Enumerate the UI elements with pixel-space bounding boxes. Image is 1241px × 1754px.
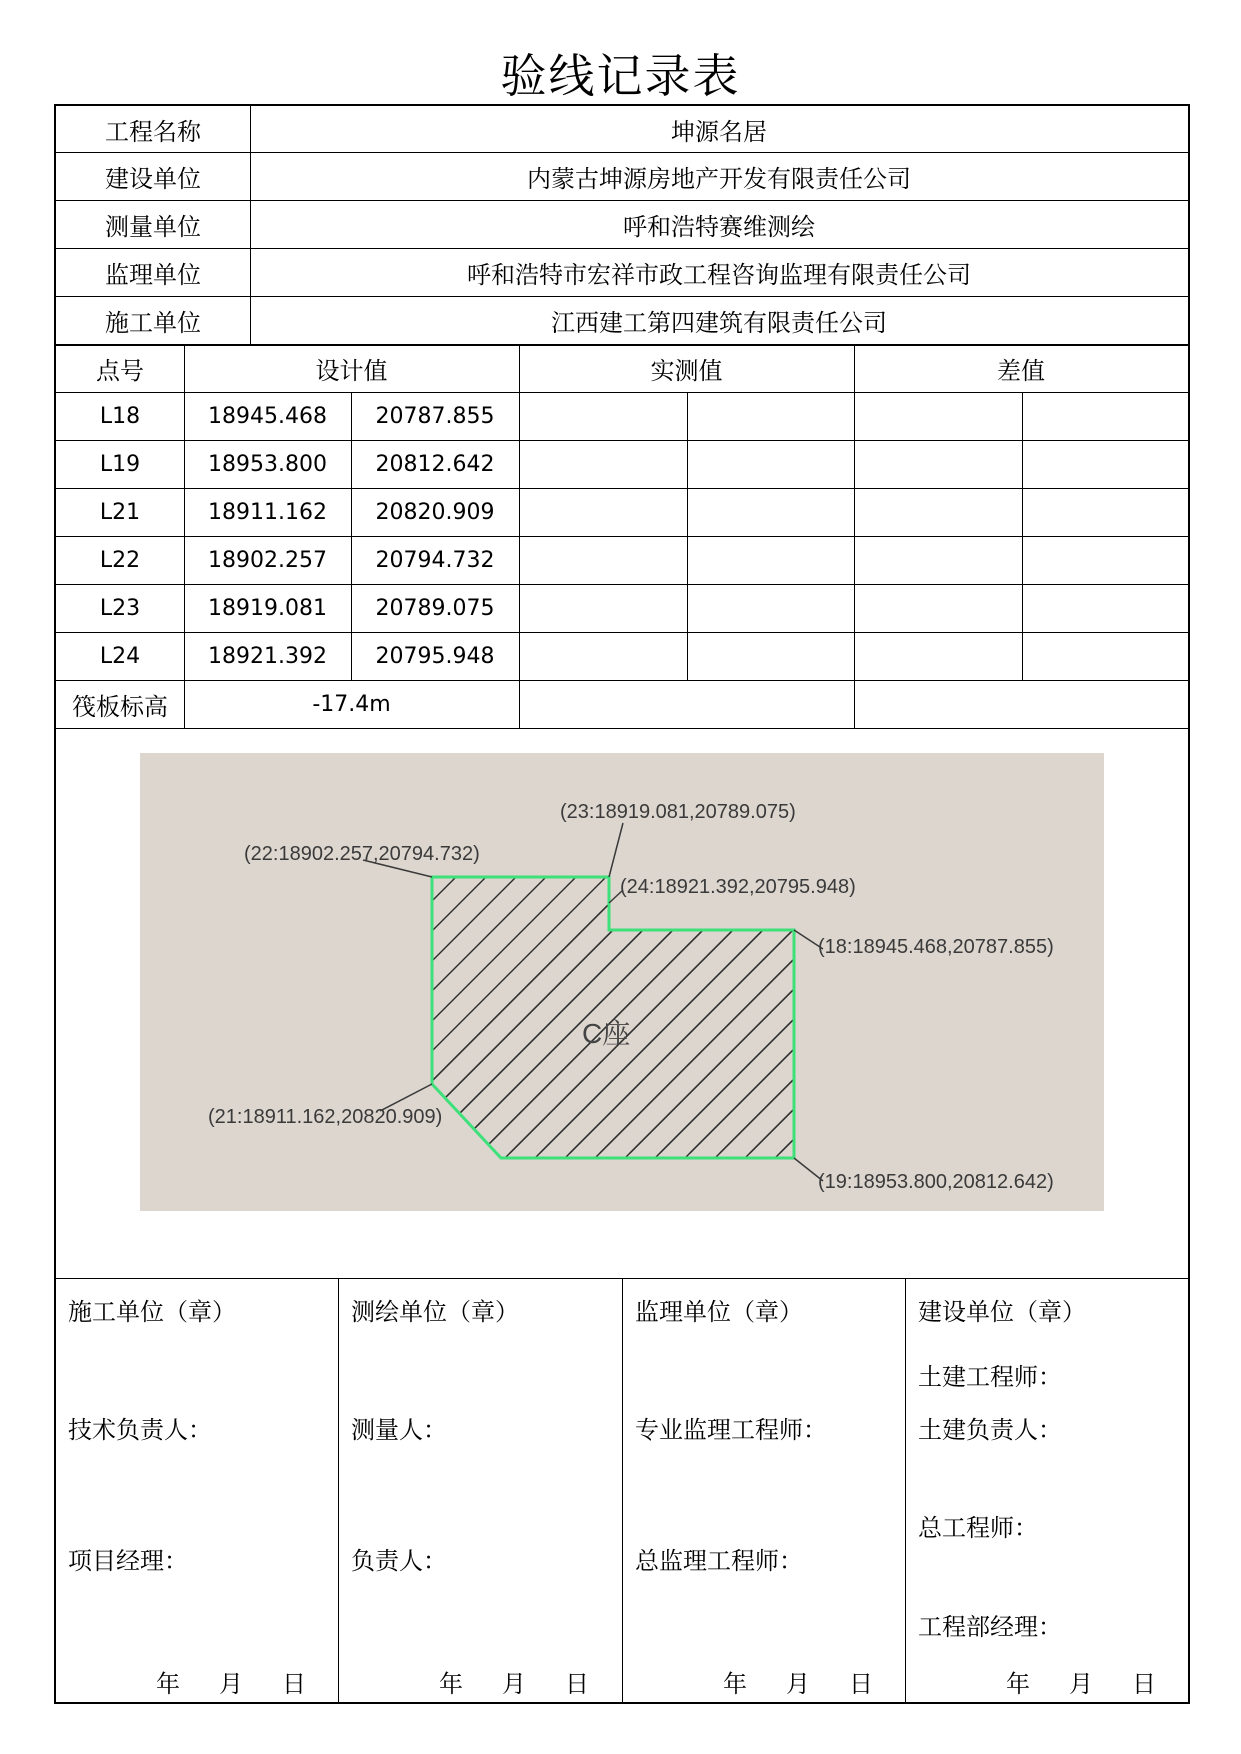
- col-divider: [519, 344, 520, 728]
- point-id: L23: [99, 595, 141, 621]
- date-day: 日: [565, 1670, 589, 1698]
- sig-chief-engineer: 总工程师：: [918, 1514, 1038, 1542]
- date-day: 日: [282, 1670, 306, 1698]
- point-label-21: (21:18911.162,20820.909): [208, 1106, 443, 1128]
- date-month: 月: [786, 1670, 810, 1698]
- survey-unit-label: 测量单位: [105, 212, 201, 241]
- sig-chief-supervisor: 总监理工程师：: [635, 1547, 803, 1575]
- date-year: 年: [723, 1670, 747, 1698]
- point-label-22: (22:18902.257,20794.732): [244, 843, 480, 865]
- design-x: 18919.081: [208, 595, 327, 621]
- design-y: 20787.855: [375, 403, 495, 429]
- sig-owner-unit: 建设单位（章）: [918, 1298, 1086, 1326]
- building-label: C座: [582, 1018, 631, 1049]
- owner-unit-value: 内蒙古坤源房地产开发有限责任公司: [527, 164, 911, 193]
- supervision-unit-label: 监理单位: [105, 260, 201, 289]
- date-month: 月: [502, 1670, 526, 1698]
- date-month: 月: [219, 1670, 243, 1698]
- header-measured: 实测值: [650, 356, 723, 385]
- header-design: 设计值: [315, 356, 388, 385]
- elevation-value: -17.4m: [312, 691, 391, 717]
- header-point: 点号: [96, 356, 144, 385]
- point-id: L24: [99, 643, 141, 669]
- header-diff: 差值: [997, 356, 1045, 385]
- date-month: 月: [1069, 1670, 1093, 1698]
- date-day: 日: [849, 1670, 873, 1698]
- point-label-18: (18:18945.468,20787.855): [818, 936, 1054, 958]
- point-label-19: (19:18953.800,20812.642): [818, 1171, 1054, 1193]
- design-x: 18902.257: [208, 547, 327, 573]
- point-id: L21: [99, 499, 141, 525]
- col-divider: [854, 344, 855, 728]
- sig-tech-lead: 技术负责人：: [68, 1416, 212, 1444]
- design-x: 18953.800: [208, 451, 327, 477]
- sig-survey-lead: 负责人：: [351, 1547, 447, 1575]
- col-divider: [905, 1278, 906, 1702]
- col-divider: [687, 392, 688, 680]
- project-name-value: 坤源名居: [671, 117, 767, 146]
- record-sheet: [54, 104, 1190, 1704]
- owner-unit-label: 建设单位: [105, 164, 201, 193]
- site-plan-diagram: [140, 753, 1104, 1211]
- design-y: 20812.642: [375, 451, 495, 477]
- date-day: 日: [1132, 1670, 1156, 1698]
- sig-survey-unit: 测绘单位（章）: [351, 1298, 519, 1326]
- design-y: 20789.075: [375, 595, 495, 621]
- col-divider: [622, 1278, 623, 1702]
- design-y: 20795.948: [375, 643, 495, 669]
- sig-surveyor: 测量人：: [351, 1416, 447, 1444]
- point-id: L19: [99, 451, 141, 477]
- design-x: 18945.468: [208, 403, 327, 429]
- date-year: 年: [1006, 1670, 1030, 1698]
- design-y: 20794.732: [375, 547, 495, 573]
- sig-civil-engineer: 土建工程师：: [918, 1363, 1062, 1391]
- page-title: 验线记录表: [500, 49, 741, 103]
- sig-construction-unit: 施工单位（章）: [68, 1298, 236, 1326]
- design-y: 20820.909: [375, 499, 495, 525]
- sig-specialist-supervisor: 专业监理工程师：: [635, 1416, 827, 1444]
- point-label-24: (24:18921.392,20795.948): [620, 876, 856, 898]
- point-id: L18: [99, 403, 141, 429]
- supervision-unit-value: 呼和浩特市宏祥市政工程咨询监理有限责任公司: [467, 260, 971, 289]
- date-year: 年: [439, 1670, 463, 1698]
- sig-dept-manager: 工程部经理：: [918, 1613, 1062, 1641]
- row-divider: [56, 728, 1188, 729]
- point-id: L22: [99, 547, 141, 573]
- elevation-label: 筏板标高: [72, 692, 168, 721]
- sig-supervision-unit: 监理单位（章）: [635, 1298, 803, 1326]
- col-divider: [338, 1278, 339, 1702]
- construction-unit-value: 江西建工第四建筑有限责任公司: [551, 308, 887, 337]
- design-x: 18921.392: [208, 643, 327, 669]
- col-divider: [1022, 392, 1023, 680]
- date-year: 年: [156, 1670, 180, 1698]
- design-x: 18911.162: [208, 499, 327, 525]
- sig-project-manager: 项目经理：: [68, 1547, 188, 1575]
- project-name-label: 工程名称: [105, 117, 201, 146]
- point-label-23: (23:18919.081,20789.075): [560, 801, 796, 823]
- survey-unit-value: 呼和浩特赛维测绘: [623, 212, 815, 241]
- construction-unit-label: 施工单位: [105, 308, 201, 337]
- sig-civil-lead: 土建负责人：: [918, 1416, 1062, 1444]
